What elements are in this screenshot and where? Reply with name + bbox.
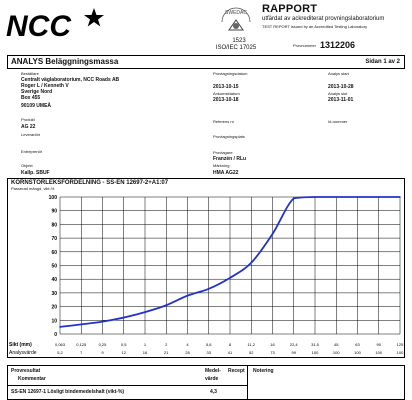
x-tick-label: 1 [143,342,147,347]
logo-text: NCC [6,10,71,42]
x-tick-label: 90 [376,342,381,347]
y-tick-label: 80 [51,222,57,229]
x-tick-label: 0,063 [54,342,66,347]
chart-title: KORNSTORLEKSFÖRDELNING - SS-EN 12697-2+A1:07 [11,180,169,186]
x-tick-label: 16 [270,342,275,347]
x-tick-labels [55,342,404,347]
provtagare-label: Provtagare [213,150,233,155]
value-label: 100 [396,350,404,355]
x-tick-label: 125 [396,342,404,347]
analys-slut-label: Analys slut [328,91,348,96]
provresultat-label: Provresultat [11,368,41,374]
y-tick-label: 70 [51,236,57,243]
provnummer-label: Provnummer [293,43,316,48]
leverantor-label: Leverantör [21,132,41,137]
x-tick-label: 4 [186,342,189,347]
value-label: 5,2 [57,350,63,355]
seal-standard: ISO/IEC 17025 [215,45,257,51]
value-label: 99 [291,350,296,355]
value-label: 21 [164,350,169,355]
x-tick-label: 45 [334,342,339,347]
value-label: 100 [354,350,361,355]
entreprenor-label: Entreprenör [21,149,43,154]
provtagare-value: Franzén / RLu [213,156,247,162]
objekt-label: Objekt [21,163,33,168]
y-tick-label: 10 [51,318,57,325]
y-tick-label: 30 [51,290,57,297]
value-label: 9 [101,350,104,355]
chart-grid [60,197,400,334]
value-label: 16 [142,350,148,355]
x-tick-label: 0,125 [76,342,87,347]
kommentar-label: Kommentar [18,376,46,382]
x-tick-label: 11,2 [247,342,255,347]
sikt-row-label: Sikt (mm) [9,342,32,348]
bestallare-line-3: Sverige Nord [21,89,53,95]
bestallare-label: Beställare [21,71,39,76]
x-tick-label: 63 [355,342,360,347]
value-label: 33 [206,350,211,355]
y-tick-label: 20 [51,304,57,311]
y-tick-labels [49,195,58,338]
value-label: 100 [311,350,319,355]
page-number: Sidan 1 av 2 [365,59,400,65]
medel-label: Medel- [205,368,221,374]
y-tick-label: 60 [51,249,57,256]
recept-label: Recept [228,368,245,374]
bestallare-line-2: Roger L / Kenneth V [21,83,69,89]
page-title: ANALYS Beläggningsmassa [11,57,119,66]
y-tick-label: 90 [51,208,57,215]
value-label: 100 [375,350,383,355]
provtagningsplats-label: Provtagningsplats [213,134,245,139]
report-subtitle: utfärdat av ackrediterat provningslaboratorium [262,16,385,22]
bestallare-line-5: 90109 UMEÅ [21,103,52,109]
y-tick-label: 50 [51,263,57,270]
x-tick-label: 2 [165,342,168,347]
markning-label: Märkning [213,163,230,168]
report-title: RAPPORT [262,3,318,15]
value-label: 7 [80,350,83,355]
result-row-value: 4,3 [210,389,217,395]
y-tick-label: 40 [51,277,57,284]
id-label: Id-nummer [328,119,348,124]
value-label: 28 [185,350,190,355]
x-tick-label: 22,4 [289,342,298,347]
notering-divider [247,365,248,400]
x-tick-label: 0,25 [98,342,107,347]
objekt-value: Kallp. SBUF [21,170,50,176]
value-label: 12 [121,350,126,355]
bestallare-line-1: Centralt väglaboratorium, NCC Roads AB [21,77,120,83]
provnummer-value: 1312206 [320,40,356,50]
seal-text: SWEDAC [225,10,247,16]
value-label: 41 [227,350,233,355]
ankomst-value: 2013-10-18 [213,97,239,103]
y-tick-label: 100 [48,195,57,201]
x-tick-label: 8 [228,342,232,347]
seal-number: 1523 [232,38,246,44]
produkt-label: Produkt [21,117,35,122]
provtagning-value: 2013-10-15 [213,84,239,90]
result-row-label: SS-EN 12697-1 Lösligt bindemedelshalt (vikt-%) [11,389,125,395]
x-tick-label: 0,5 [120,342,127,347]
value-label: 52 [249,350,254,355]
produkt-value: AG 22 [21,124,36,130]
analys-slut-value: 2013-11-01 [328,97,354,103]
analysvarde-row-label: Analysvärde [9,350,37,356]
value-labels [57,350,404,355]
report-subtitle-en: TEST REPORT issued by an Accredited Testing Laboratory [262,24,368,29]
referens-label: Referens nr [213,119,234,124]
markning-value: HMA AG22 [213,170,239,176]
analys-start-label: Analys start [328,71,349,76]
y-tick-label: 0 [54,332,57,338]
x-tick-label: 31,5 [311,342,319,347]
analys-start-value: 2013-10-28 [328,84,354,90]
ankomst-label: Ankomstdatum [213,91,240,96]
result-divider [7,385,247,386]
x-tick-label: 5,6 [205,342,212,347]
chart-subtitle: Passerad mängd, vikt-% [11,186,55,191]
varde-label: värde [205,376,219,382]
provtagning-label: Provtagningsdatum [213,71,248,76]
bestallare-line-4: Box 455 [21,95,41,101]
notering-label: Notering [253,368,274,374]
value-label: 100 [332,350,340,355]
value-label: 73 [270,350,275,355]
